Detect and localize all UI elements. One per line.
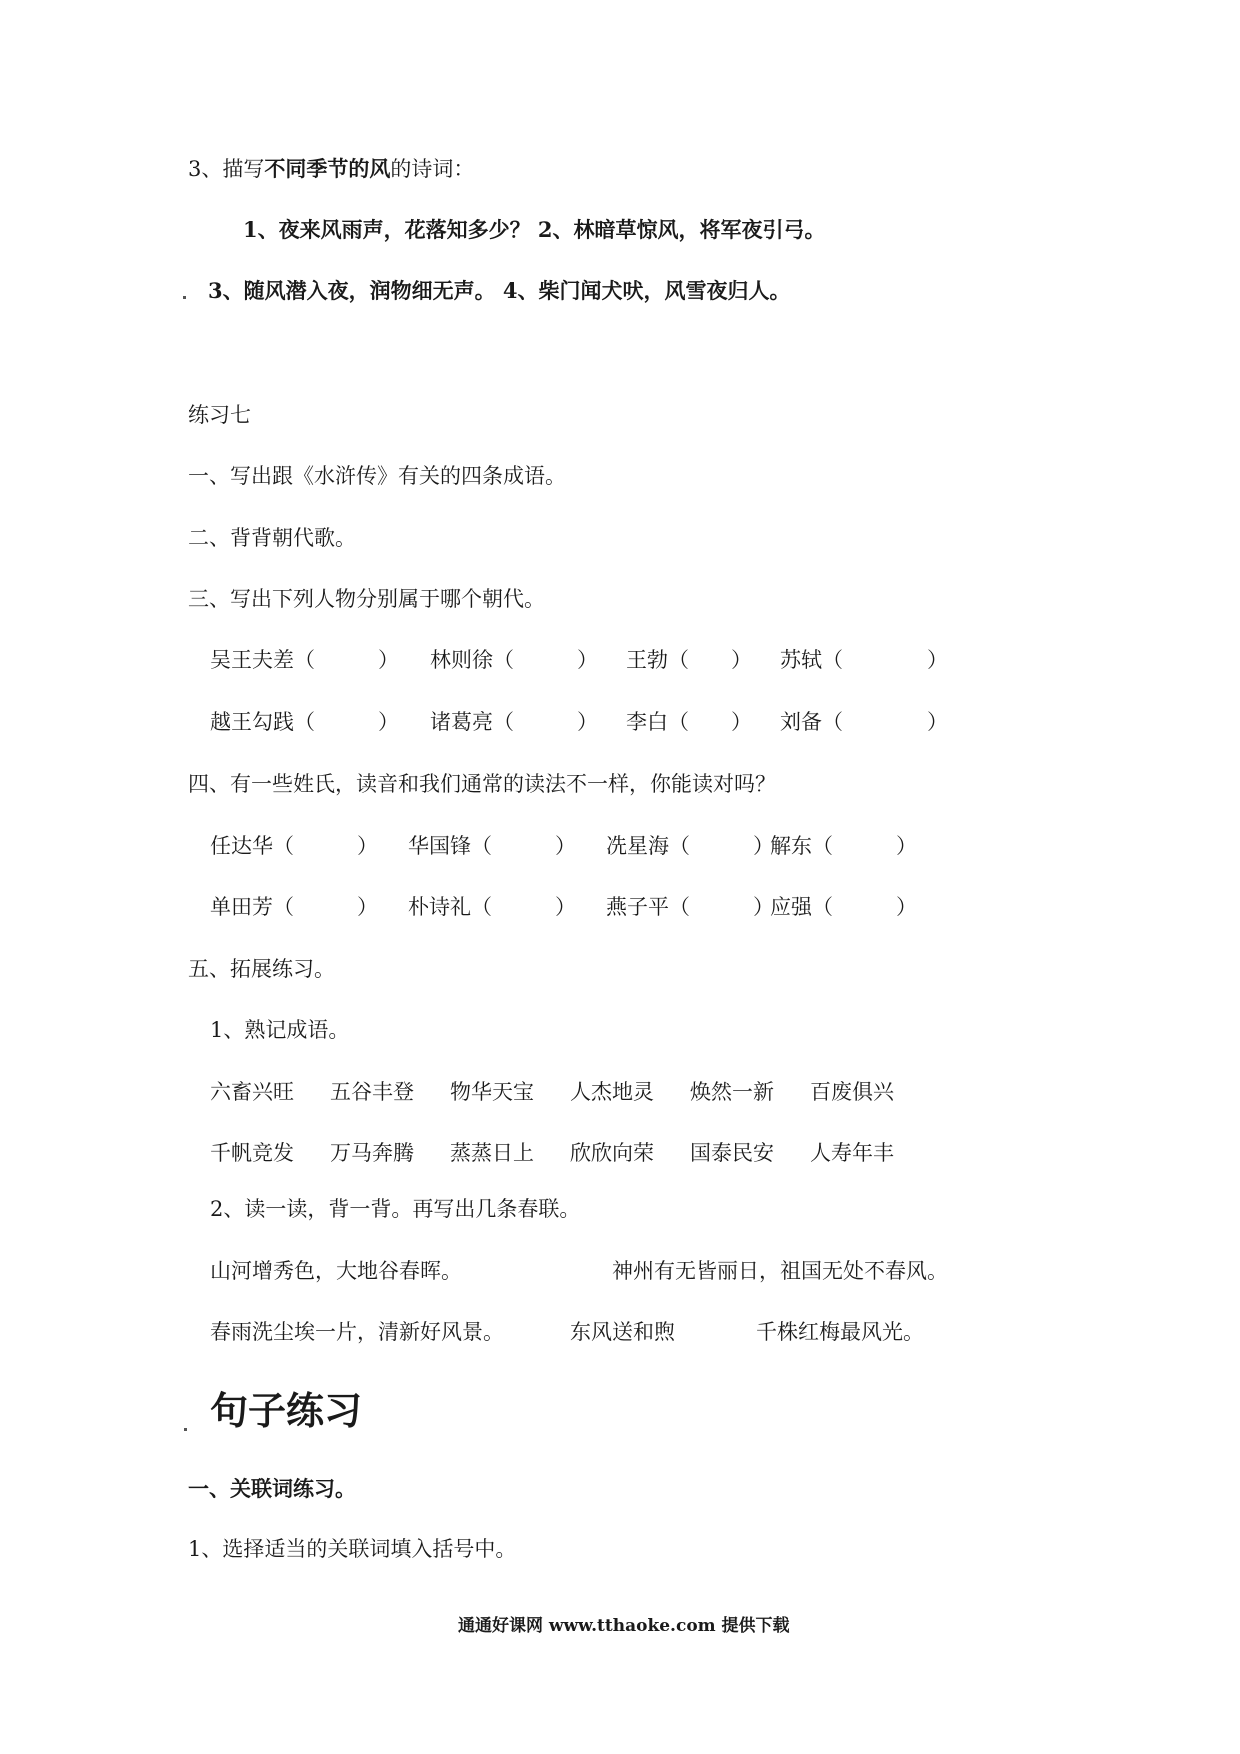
idiom: 人寿年丰 xyxy=(810,1141,894,1165)
idiom: 人杰地灵 xyxy=(570,1080,654,1104)
question-2: 二、背背朝代歌。 xyxy=(188,526,356,550)
question-1: 一、写出跟《水浒传》有关的四条成语。 xyxy=(188,464,566,488)
idiom: 五谷丰登 xyxy=(330,1080,414,1104)
subsection-title: 一、关联词练习。 xyxy=(188,1476,356,1501)
question-5-1: 1、熟记成语。 xyxy=(210,1018,350,1042)
question-3: 三、写出下列人物分别属于哪个朝代。 xyxy=(188,587,545,611)
q4-item: 华国锋（ ） xyxy=(408,834,576,858)
q4-item: 朴诗礼（ ） xyxy=(408,895,576,919)
q3-item: 李白（ ） xyxy=(626,710,752,734)
q3-item: 诸葛亮（ ） xyxy=(430,710,598,734)
poem-line-2: 3、随风潜入夜，润物细无声。 4、柴门闻犬吠，风雪夜归人。 xyxy=(208,278,791,303)
couplet-2-upper: 春雨洗尘埃一片，清新好风景。 xyxy=(210,1320,504,1344)
poems-title-suffix: 的诗词： xyxy=(390,157,475,181)
q3-item: 越王勾践（ ） xyxy=(210,710,399,734)
exercise-title: 练习七 xyxy=(188,403,251,427)
q3-item: 吴王夫差（ ） xyxy=(210,648,399,672)
scan-speck xyxy=(184,1428,187,1431)
idiom: 蒸蒸日上 xyxy=(450,1141,534,1165)
poems-title xyxy=(188,158,474,180)
q4-item: 单田芳（ ） xyxy=(210,895,378,919)
q4-item: 应强（ ） xyxy=(770,895,917,919)
idiom: 千帆竞发 xyxy=(210,1141,294,1165)
page-footer: 通通好课网 www.tthaoke.com 提供下载 xyxy=(458,1616,790,1636)
q3-item: 林则徐（ ） xyxy=(430,648,598,672)
q3-item: 王勃（ ） xyxy=(626,648,752,672)
couplet-1-lower: 神州有无皆丽日，祖国无处不春风。 xyxy=(612,1259,948,1283)
question-5-2: 2、读一读，背一背。再写出几条春联。 xyxy=(210,1197,581,1221)
poems-title-emphasis: 不同季节的风 xyxy=(264,156,391,181)
scan-speck xyxy=(183,296,186,299)
q4-item: 冼星海（ ） xyxy=(606,834,774,858)
poem-line-1: 1、夜来风雨声，花落知多少？ 2、林暗草惊风，将军夜引弓。 xyxy=(243,217,826,242)
idiom: 六畜兴旺 xyxy=(210,1080,294,1104)
idiom: 万马奔腾 xyxy=(330,1141,414,1165)
idiom: 百废俱兴 xyxy=(810,1080,894,1104)
q4-item: 解东（ ） xyxy=(770,834,917,858)
idiom: 物华天宝 xyxy=(450,1080,534,1104)
couplet-2-lower: 千株红梅最风光。 xyxy=(756,1320,924,1344)
couplet-2-middle: 东风送和煦 xyxy=(570,1320,675,1344)
idiom: 国泰民安 xyxy=(690,1141,774,1165)
q4-item: 任达华（ ） xyxy=(210,834,378,858)
question-4: 四、有一些姓氏，读音和我们通常的读法不一样，你能读对吗？ xyxy=(188,772,776,796)
couplet-1-upper: 山河增秀色，大地谷春晖。 xyxy=(210,1259,462,1283)
question-5: 五、拓展练习。 xyxy=(188,957,335,981)
q3-item: 苏轼（ ） xyxy=(780,648,948,672)
idiom: 欣欣向荣 xyxy=(570,1141,654,1165)
subsection-question-1: 1、选择适当的关联词填入括号中。 xyxy=(188,1537,517,1561)
q3-item: 刘备（ ） xyxy=(780,710,948,734)
q4-item: 燕子平（ ） xyxy=(606,895,774,919)
idiom: 焕然一新 xyxy=(690,1080,774,1104)
poems-title-prefix: 3、描写 xyxy=(188,157,265,181)
section-heading: 句子练习 xyxy=(210,1389,363,1433)
